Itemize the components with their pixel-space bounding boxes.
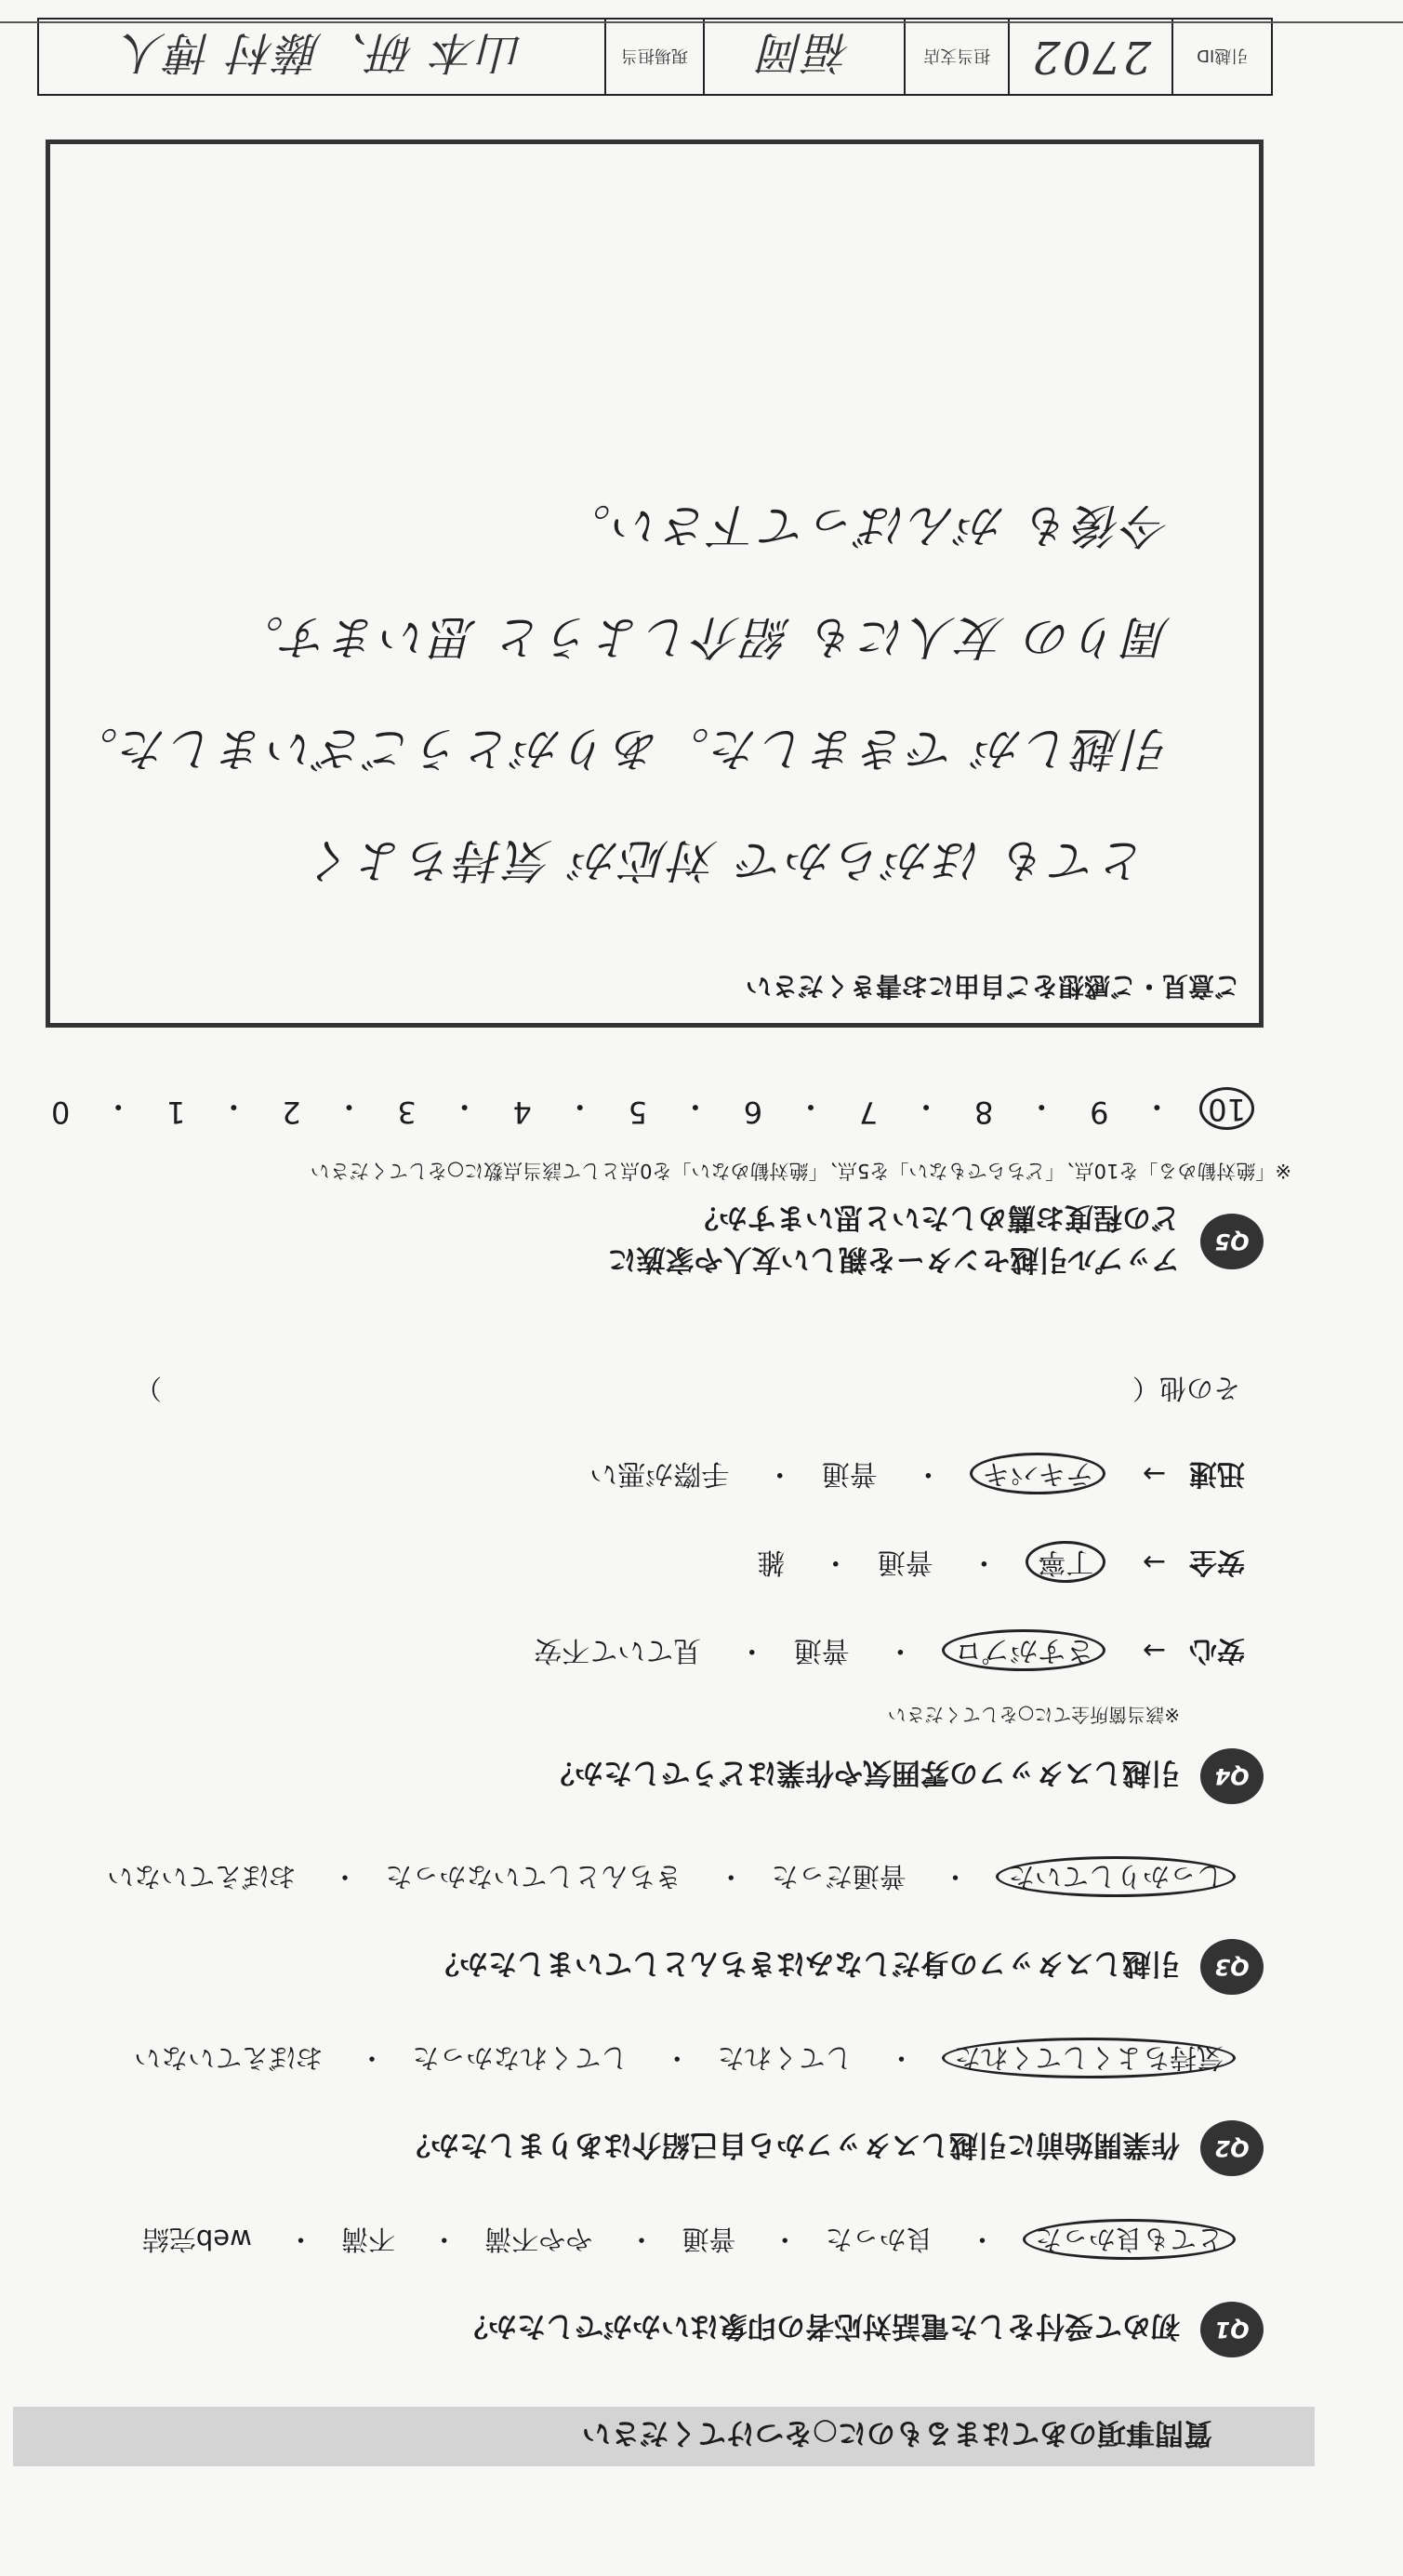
q4-speed-opt-1[interactable]: テキパキ — [970, 1453, 1105, 1494]
q1-opt-4[interactable]: やや不満 — [484, 2224, 593, 2255]
q4-row-speed: 迅速→ テキパキ ・ 普通 ・ 手際が悪い — [589, 1456, 1245, 1497]
scale-3[interactable]: 3 — [397, 1095, 417, 1130]
q3-opt-1[interactable]: しっかりしていた — [996, 1856, 1236, 1897]
label-move-id: 引越ID — [1171, 20, 1271, 94]
q4-speed-opt-2[interactable]: 普通 — [821, 1457, 878, 1490]
question-2 — [402, 2120, 1264, 2176]
comment-line-1: とても ほがらかで 対応が 気持ちよく — [306, 833, 1147, 887]
q1-opt-1[interactable]: とても良かった — [1023, 2219, 1236, 2260]
question-4 — [546, 1748, 1264, 1804]
q1-options: とても良かった ・ 良かった ・ 普通 ・ やや不満 ・ 不満 ・ web完結 — [142, 2222, 1236, 2260]
handwritten-id: 2702 — [1008, 20, 1171, 94]
scale-9[interactable]: 9 — [1090, 1095, 1109, 1130]
q5-text-line2: どの程度お薦めしたいと思いますか？ — [690, 1201, 1180, 1234]
handwritten-branch: 福岡 — [703, 20, 904, 94]
q5-text-line1: アップル引越センターを親しい友人や家族に — [607, 1242, 1180, 1276]
q4-row-relief: 安心→ さすがプロ ・ 普通 ・ 見ていて不安 — [534, 1633, 1245, 1674]
comment-line-2: 引越しが できました。ありがとうございました。 — [69, 722, 1171, 776]
q1-opt-5[interactable]: 不満 — [341, 2224, 396, 2255]
scale-2[interactable]: 2 — [282, 1095, 301, 1130]
q1-opt-6[interactable]: web完結 — [141, 2224, 252, 2255]
q3-opt-4[interactable]: おぼえていない — [107, 1861, 297, 1892]
scale-10[interactable]: 10 — [1199, 1087, 1254, 1130]
q3-text: 引越しスタッフの身だしなみはきちんとしていましたか？ — [430, 1946, 1180, 1981]
label-branch: 担当支店 — [904, 20, 1008, 94]
q4-text: 引越しスタッフの雰囲気や作業はどうでしたか？ — [546, 1756, 1180, 1790]
q2-badge: Q2 — [1200, 2120, 1264, 2176]
q4-safety-opt-2[interactable]: 普通 — [877, 1546, 933, 1578]
q4-row-safety-label: 安全 — [1189, 1546, 1245, 1578]
question-1 — [459, 2302, 1264, 2357]
q2-options: 気持ちよくしてくれた ・ してくれた ・ してくれなかった ・ おぼえていない — [134, 2040, 1236, 2078]
q4-row-relief-label: 安心 — [1189, 1634, 1245, 1666]
q2-opt-3[interactable]: してくれなかった — [412, 2042, 629, 2074]
q2-opt-2[interactable]: してくれた — [717, 2042, 853, 2074]
header-box — [37, 18, 1273, 96]
q2-opt-4[interactable]: おぼえていない — [134, 2042, 324, 2074]
q4-badge: Q4 — [1200, 1748, 1264, 1804]
q4-row-safety: 安全→ 丁寧 ・ 普通 ・ 雑 — [757, 1545, 1245, 1586]
q4-relief-opt-3[interactable]: 見ていて不安 — [534, 1634, 702, 1666]
recommend-scale: 10 ・ 9 ・ 8 ・ 7 ・ 6 ・ 5 ・ 4 ・ 3 ・ 2 ・ 1 ・ 0 — [46, 1087, 1254, 1130]
scale-1[interactable]: 1 — [166, 1095, 186, 1130]
scale-5[interactable]: 5 — [628, 1095, 648, 1130]
q2-opt-1[interactable]: 気持ちよくしてくれた — [942, 2038, 1236, 2078]
page-edge-line — [0, 21, 1403, 23]
q4-note: ※該当箇所全てに○をしてください — [887, 1704, 1180, 1726]
q1-badge: Q1 — [1200, 2302, 1264, 2357]
comment-line-3: 周りの 友人にも 紹介しようと 思います。 — [234, 610, 1171, 664]
comment-line-4: 今後も がんばって下さい。 — [562, 498, 1171, 552]
q4-safety-opt-1[interactable]: 丁寧 — [1026, 1541, 1105, 1583]
comment-title: ご意見・ご感想をご自由にお書きください — [745, 971, 1240, 1002]
q3-opt-2[interactable]: 普通だった — [771, 1861, 907, 1892]
comment-box — [46, 139, 1264, 1028]
q1-text: 初めて受付をした電話対応者の印象はいかがでしたか？ — [459, 2309, 1180, 2344]
label-staff: 現場担当 — [604, 20, 704, 94]
q3-badge: Q3 — [1200, 1939, 1264, 1995]
q5-badge: Q5 — [1200, 1214, 1264, 1269]
q4-speed-opt-3[interactable]: 手際が悪い — [589, 1457, 730, 1490]
q1-opt-3[interactable]: 普通 — [682, 2224, 736, 2255]
q3-options: しっかりしていた ・ 普通だった ・ きちんとしていなかった ・ おぼえていない — [107, 1859, 1236, 1897]
scale-7[interactable]: 7 — [858, 1095, 879, 1130]
scale-4[interactable]: 4 — [512, 1095, 532, 1130]
scale-note: ※「絶対勧める」を10点、「どちらでもない」を5点、「絶対勧めない」を0点として該当点数に○をしてください — [310, 1160, 1291, 1182]
question-5 — [608, 1200, 1264, 1283]
scale-8[interactable]: 8 — [974, 1095, 994, 1130]
q2-text: 作業開始前に引越しスタッフから自己紹介はありましたか？ — [402, 2128, 1180, 2162]
q1-opt-2[interactable]: 良かった — [825, 2224, 933, 2255]
handwritten-staff: 山本 研、藤村 博人 — [119, 26, 524, 79]
instruction-banner: 質問事項のあてはまるものに○をつけてください — [13, 2407, 1315, 2466]
scale-0[interactable]: 0 — [51, 1095, 71, 1130]
q4-relief-opt-2[interactable]: 普通 — [793, 1634, 850, 1666]
scale-6[interactable]: 6 — [743, 1095, 763, 1130]
q4-relief-opt-1[interactable]: さすがプロ — [942, 1629, 1105, 1671]
q4-safety-opt-3[interactable]: 雑 — [757, 1546, 786, 1578]
q4-other[interactable]: その他（ ） — [134, 1373, 1240, 1404]
q4-row-speed-label: 迅速 — [1189, 1457, 1245, 1490]
q3-opt-3[interactable]: きちんとしていなかった — [385, 1861, 682, 1892]
question-3 — [430, 1939, 1264, 1995]
